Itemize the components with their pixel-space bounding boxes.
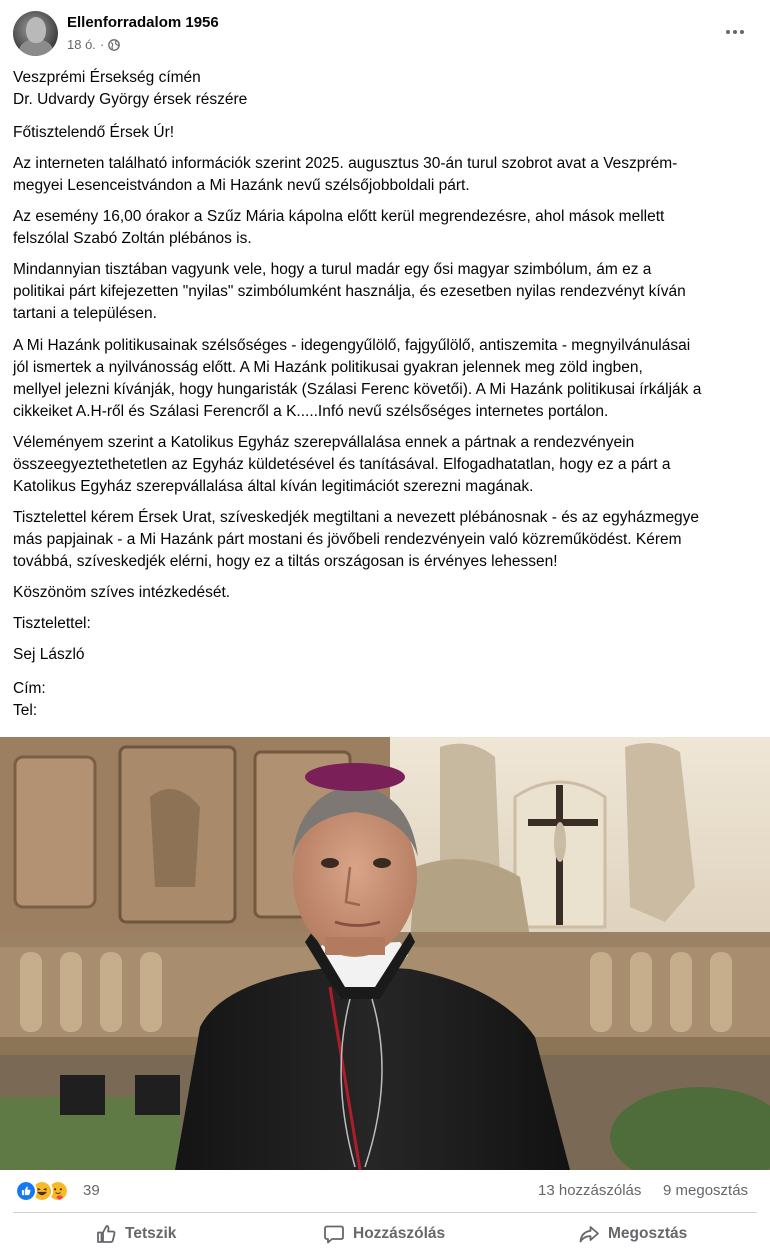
post-body	[13, 67, 758, 722]
page-name-link[interactable]: Ellenforradalom 1956	[67, 14, 219, 31]
post-paragraph: A Mi Hazánk politikusainak szélsőséges - idegengyűlölő, fajgyűlölő, antiszemita - megnyilvánulásai jól ismertek a nyilvánosság előtt. A Mi Hazánk politikusai gyakran jelennek meg zöld ingben, mellyel jelezni kívánják, hogy hungaristák (Szálasi Ferenc követői). A Mi Hazánk politikusai írkálják a cikkeiket A.H-ről és Szálasi Ferencről a K.....Infó nevű szélsőséges internetes portálon.	[13, 337, 702, 420]
post-paragraph: Főtisztelendő Érsek Úr!	[13, 124, 175, 141]
reaction-count[interactable]: 39	[83, 1182, 100, 1199]
post-paragraph: Veszprémi Érsekség címén Dr. Udvardy György érsek részére	[13, 69, 248, 108]
like-icon	[15, 1180, 37, 1202]
shares-count-link[interactable]: 9 megosztás	[663, 1182, 749, 1199]
post-header	[0, 0, 770, 62]
post-paragraph: Sej László	[13, 646, 85, 663]
post-timestamp[interactable]: 18 ó.	[67, 37, 96, 52]
post-paragraph: Mindannyian tisztában vagyunk vele, hogy a turul madár egy ősi magyar szimbólum, ám ez a politikai párt kifejezetten "nyilas" szimbólumként használja, és ezesetben nyilas rendezvényt kíván tartani a településen.	[13, 261, 686, 322]
like-button[interactable]	[95, 1218, 176, 1250]
actions-divider	[13, 1212, 757, 1213]
reactions-summary	[0, 1170, 770, 1212]
archbishop-photo	[0, 737, 770, 1170]
share-button[interactable]	[578, 1218, 687, 1250]
comment-button-label: Hozzászólás	[353, 1225, 446, 1242]
post-paragraph: Köszönöm szíves intézkedését.	[13, 584, 231, 601]
comment-button[interactable]	[323, 1218, 445, 1250]
avatar-head-shape	[26, 17, 46, 43]
post-paragraph: Tisztelettel kérem Érsek Urat, szíveskedjék megtiltani a nevezett plébánosnak - és az egyházmegye más papjainak - a Mi Hazánk párt mostani és jövőbeli rendezvényein való közreműködést. Kérem továbbá, szíveskedjék elérni, hogy ez a tiltás országosan is érvényes lehessen!	[13, 509, 700, 570]
meta-separator: ·	[99, 37, 105, 52]
reaction-icons[interactable]	[15, 1180, 81, 1202]
thumbs-up-icon	[95, 1223, 117, 1245]
page-avatar[interactable]	[13, 11, 58, 56]
post-paragraph: Véleményem szerint a Katolikus Egyház szerepvállalása ennek a pártnak a rendezvényein összeegyeztethetetlen az Egyház küldetésével és tanításával. Elfogadhatatlan, hogy ez a párt a Katolikus Egyház szerepvállalása által kíván legitimációt szerezni magának.	[13, 434, 671, 495]
globe-icon	[108, 39, 120, 51]
like-button-label: Tetszik	[125, 1225, 177, 1242]
share-button-label: Megosztás	[608, 1225, 688, 1242]
post-paragraph: Cím: Tel:	[13, 680, 46, 719]
comment-bubble-icon	[323, 1223, 345, 1245]
post-paragraph: Az interneten található információk szerint 2025. augusztus 30-án turul szobrot avat a Veszprém- megyei Lesenceistvándon a Mi Hazánk nevű szélsőjobboldali párt.	[13, 155, 678, 194]
share-arrow-icon	[578, 1223, 600, 1245]
post-paragraph: Az esemény 16,00 órakor a Szűz Mária kápolna előtt kerül megrendezésre, ahol mások mellett felszólal Szabó Zoltán plébános is.	[13, 208, 665, 247]
post-photo[interactable]	[0, 737, 770, 1170]
post-meta	[67, 37, 120, 52]
more-horizontal-icon[interactable]	[721, 20, 749, 44]
post-paragraph: Tisztelettel:	[13, 615, 91, 632]
comments-count-link[interactable]: 13 hozzászólás	[538, 1182, 642, 1199]
